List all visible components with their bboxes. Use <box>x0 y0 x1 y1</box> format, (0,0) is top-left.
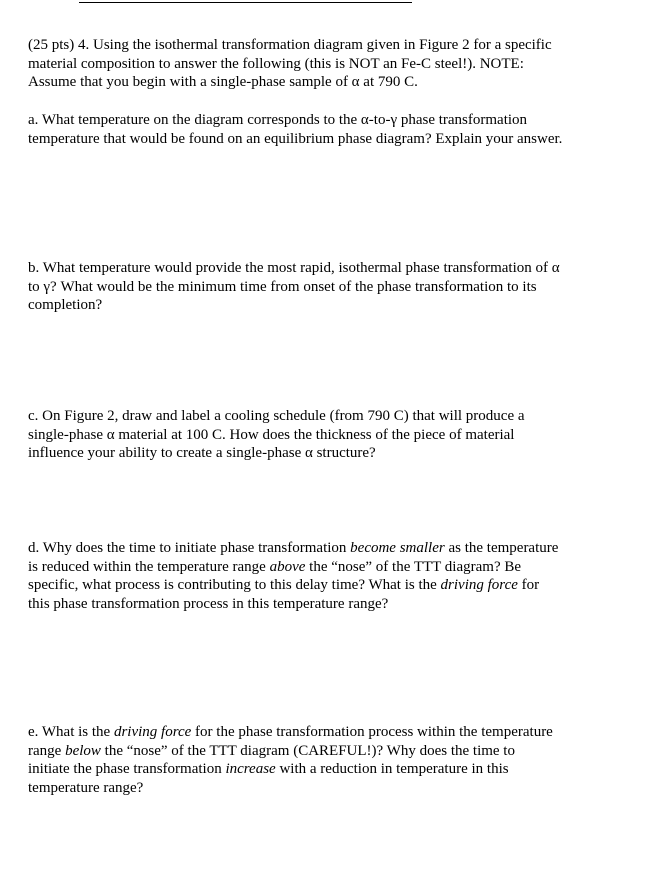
question-e-text: the “nose” of the TTT diagram (CAREFUL!)? Why does the time to <box>100 742 515 759</box>
question-d <box>28 539 628 613</box>
intro-line: material composition to answer the following (this is NOT an Fe-C steel!). NOTE: <box>28 55 524 72</box>
question-e-emphasis: below <box>65 742 101 759</box>
question-c <box>28 407 628 463</box>
question-d-line <box>28 539 628 558</box>
question-d-text: the “nose” of the TTT diagram? Be <box>305 558 522 575</box>
question-a <box>28 111 628 148</box>
question-a-line: a. What temperature on the diagram corresponds to the α-to-γ phase transformation <box>28 112 528 128</box>
intro-line: (25 pts) 4. Using the isothermal transformation diagram given in Figure 2 for a specific <box>28 37 552 53</box>
question-c-line: influence your ability to create a single-phase α structure? <box>28 445 376 461</box>
question-d-emphasis: above <box>269 558 306 575</box>
question-e-text: initiate the phase transformation <box>28 761 226 777</box>
question-d-text: specific, what process is contributing to this delay time? What is the <box>28 577 441 593</box>
question-e-text: e. What is the <box>28 724 114 740</box>
question-e-text: with a reduction in temperature in this <box>275 761 509 777</box>
question-c-line: single-phase α material at 100 C. How does the thickness of the piece of material <box>28 426 515 443</box>
question-e-line: temperature range? <box>28 779 144 796</box>
question-a-line: temperature that would be found on an equilibrium phase diagram? Explain your answer. <box>28 130 563 147</box>
question-d-emphasis: driving force <box>440 577 518 593</box>
question-d-text: as the temperature <box>444 540 559 556</box>
question-e-line <box>28 760 628 779</box>
question-e-emphasis: increase <box>225 761 276 777</box>
question-e-line <box>28 742 628 761</box>
question-b <box>28 259 628 315</box>
question-b-line: b. What temperature would provide the most rapid, isothermal phase transformation of α <box>28 260 560 276</box>
intro-line: Assume that you begin with a single-phase sample of α at 790 C. <box>28 74 418 90</box>
question-c-line: c. On Figure 2, draw and label a cooling schedule (from 790 C) that will produce a <box>28 408 525 424</box>
question-d-emphasis: become smaller <box>350 540 445 556</box>
top-rule-divider <box>79 2 412 3</box>
question-d-text: for <box>517 577 540 593</box>
question-e <box>28 723 628 797</box>
question-d-line <box>28 558 628 577</box>
question-e-line <box>28 723 628 742</box>
problem-intro <box>28 36 628 92</box>
question-d-line <box>28 576 628 595</box>
question-d-text: d. Why does the time to initiate phase transformation <box>28 540 351 556</box>
question-e-text: range <box>28 742 66 759</box>
question-e-emphasis: driving force <box>113 724 192 740</box>
question-b-line: completion? <box>28 297 103 313</box>
question-d-line: this phase transformation process in this temperature range? <box>28 595 389 612</box>
question-d-text: is reduced within the temperature range <box>28 558 270 575</box>
question-b-line: to γ? What would be the minimum time from onset of the phase transformation to its <box>28 278 537 295</box>
question-e-text: for the phase transformation process within the temperature <box>191 724 553 740</box>
